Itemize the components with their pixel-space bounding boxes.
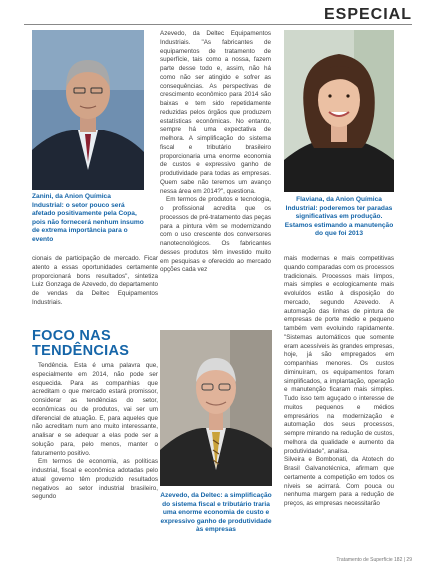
column-1-bottom: [32, 362, 158, 502]
col1-paragraph-2: Tendência. Esta é uma palavra que, especialmente em 2014, não pode ser esquecida. Para as companhias que acreditam o que mercado estará promissor, considerar as tendências do setor, econômicas ou de produtos, vai ser um diferencial de atuação. E, para aqueles que não acreditam num ano muito interessante, analisar e se adequar a elas pode ser a solução para, pelo menos, manter o faturamento positivo.: [32, 362, 158, 457]
caption-azevedo: Azevedo, da Deltec: a simplificação do sistema fiscal e tributário traria uma enorme economia de custo e expressivo ganho de produtividade às empresas: [160, 492, 272, 534]
section-title: ESPECIAL: [323, 6, 412, 23]
top-rule: [24, 24, 412, 25]
photo-flaviana: [284, 30, 394, 192]
section-heading: FOCO NAS TENDÊNCIAS: [32, 328, 130, 359]
photo-azevedo-image: [160, 330, 272, 486]
column-1-top: [32, 255, 158, 308]
photo-azevedo: [160, 330, 272, 486]
col2-paragraph-2: Em termos de produtos e tecnologia, o profissional acredita que os processos de pré-tratamento das peças para a pintura vêm se modernizando com o uso crescente dos conversores nanotecnológicos. Os fabricantes desses produtos têm investido muito em pesquisas e oferecido ao mercado opções cada vez: [160, 196, 271, 274]
col1-paragraph-1: cionais de participação de mercado. Ficar atento a essas oportunidades certamente proporcionará bons resultados", sintetiza Luiz Gonzaga de Azevedo, do departamento de vendas da Deltec Equipamentos Industriais.: [32, 255, 158, 306]
caption-zanini: Zanini, da Anion Química Industrial: o setor pouco será afetado positivamente pela Copa, pois não fornecerá nenhum insumo de extrema importância para o evento: [32, 193, 144, 243]
photo-zanini: [32, 30, 144, 190]
column-2-top: [160, 30, 271, 275]
col1-paragraph-3: Em termos de economia, as políticas industrial, fiscal e econômica adotadas pelo atual governo têm produzido resultados negativos ao setor industrial brasileiro, segundo: [32, 458, 158, 501]
photo-flaviana-image: [284, 30, 394, 192]
caption-flaviana: Flaviana, da Anion Química Industrial: poderemos ter paradas significativas em produção. Estamos estimando a manutenção do que foi 2013: [284, 196, 394, 238]
col3-paragraph-1: mais modernas e mais competitivas quando comparadas com os processos tradicionais. Processos mais limpos, mais simples e ecologicamente mais evoluídos estão à disposição do mercado, segundo Azevedo. A automação das linhas de pintura de empresas de porte médio e pequeno também vem evoluindo rapidamente. "Sistemas automáticos que somente eram acessíveis às grandes empresas, hoje, já são empregados em companhias menores. Os custos diminuíram, os equipamentos foram simplificados, a implantação, operação e manutenção ficaram mais simples. Tudo isso tem aguçado o interesse de muitos pequenos e médios empresários na modernização e automação dos seus processos, sempre mirando na redução de custos, melhora da qualidade e aumento da produtividade", analisa.: [284, 255, 394, 455]
col3-paragraph-2: Silveira e Bombonati, da Atotech do Brasil Galvanotécnica, afirmam que certamente a competição em todos os níveis se acirrará. Com pouca ou nenhuma margem para a redução de preços, as empresas necessitarão: [284, 456, 394, 507]
col2-paragraph-1: Azevedo, da Deltec Equipamentos Industriais. "As fabricantes de equipamentos de tratamento de superfície, tais como a nossa, fazem parte desse todo e, assim, não há como não ser atingido e sofrer as consequências. As perspectivas de crescimento econômico para 2014 são baixas e tem sido repetidamente reduzidas pelos órgãos que produzem estatísticas econômicas. No entanto, sempre há uma expectativa de melhora. A simplificação do sistema fiscal e tributário brasileiro proporcionaria uma enorme economia de custos e expressivo ganho de produtividade para todas as empresas. Quem sabe não teremos um avanço nessa área em 2014?", questiona.: [160, 30, 271, 195]
photo-zanini-image: [32, 30, 144, 190]
column-3: [284, 255, 394, 509]
page-footer: Tratamento de Superfície 182 | 29: [336, 557, 412, 563]
